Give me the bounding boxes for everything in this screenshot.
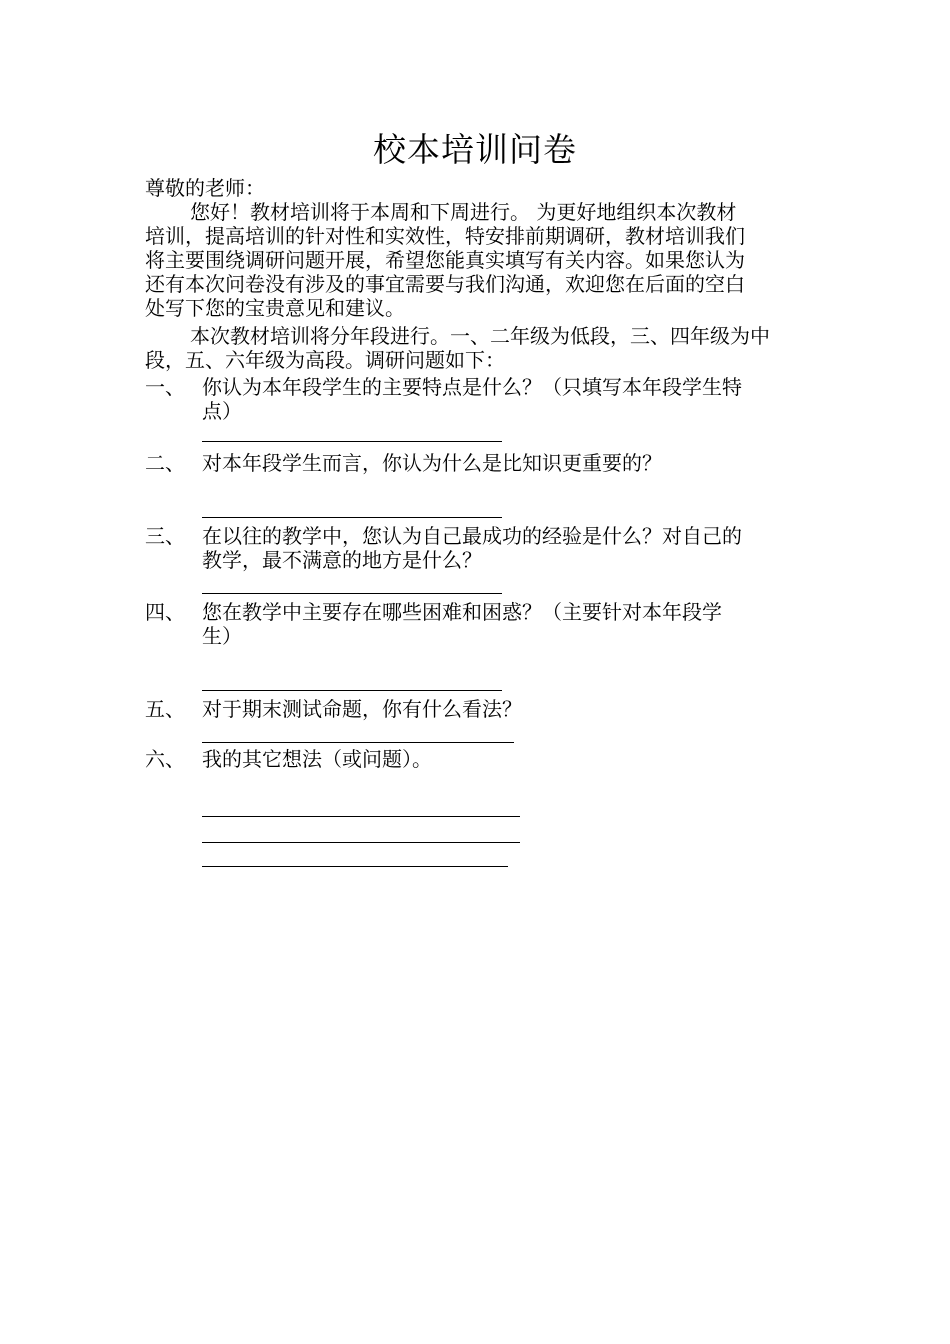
question-text: 你认为本年段学生的主要特点是什么？（只填写本年段学生特 — [202, 375, 742, 399]
answer-line[interactable] — [202, 517, 502, 518]
answer-line[interactable] — [202, 842, 520, 843]
question-text: 对本年段学生而言，你认为什么是比知识更重要的？ — [202, 451, 662, 475]
question-number: 六、 — [145, 747, 185, 771]
intro-line: 培训，提高培训的针对性和实效性，特安排前期调研，教材培训我们 — [145, 224, 745, 248]
question-text: 对于期末测试命题，你有什么看法？ — [202, 697, 522, 721]
answer-line[interactable] — [202, 441, 502, 442]
question-number: 二、 — [145, 451, 185, 475]
intro-line: 还有本次问卷没有涉及的事宜需要与我们沟通，欢迎您在后面的空白 — [145, 272, 745, 296]
answer-line[interactable] — [202, 593, 502, 594]
question-text: 生） — [202, 624, 242, 648]
question-text: 我的其它想法（或问题）。 — [202, 747, 432, 771]
answer-line[interactable] — [202, 690, 502, 691]
question-number: 五、 — [145, 697, 185, 721]
question-text: 点） — [202, 399, 242, 423]
question-number: 四、 — [145, 600, 185, 624]
answer-line[interactable] — [202, 866, 508, 867]
salutation: 尊敬的老师： — [145, 176, 265, 200]
document-title: 校本培训问卷 — [373, 130, 577, 169]
intro-line: 您好！教材培训将于本周和下周进行。 为更好地组织本次教材 — [190, 200, 737, 224]
section-line: 段，五、六年级为高段。调研问题如下： — [145, 348, 505, 372]
intro-line: 将主要围绕调研问题开展，希望您能真实填写有关内容。如果您认为 — [145, 248, 745, 272]
question-text: 您在教学中主要存在哪些困难和困惑？（主要针对本年段学 — [202, 600, 722, 624]
answer-line[interactable] — [202, 816, 520, 817]
question-text: 教学，最不满意的地方是什么？ — [202, 548, 482, 572]
question-number: 三、 — [145, 524, 185, 548]
answer-line[interactable] — [202, 742, 514, 743]
question-number: 一、 — [145, 375, 185, 399]
intro-line: 处写下您的宝贵意见和建议。 — [145, 296, 405, 320]
question-text: 在以往的教学中，您认为自己最成功的经验是什么？对自己的 — [202, 524, 742, 548]
section-line: 本次教材培训将分年段进行。一、二年级为低段，三、四年级为中 — [190, 324, 770, 348]
